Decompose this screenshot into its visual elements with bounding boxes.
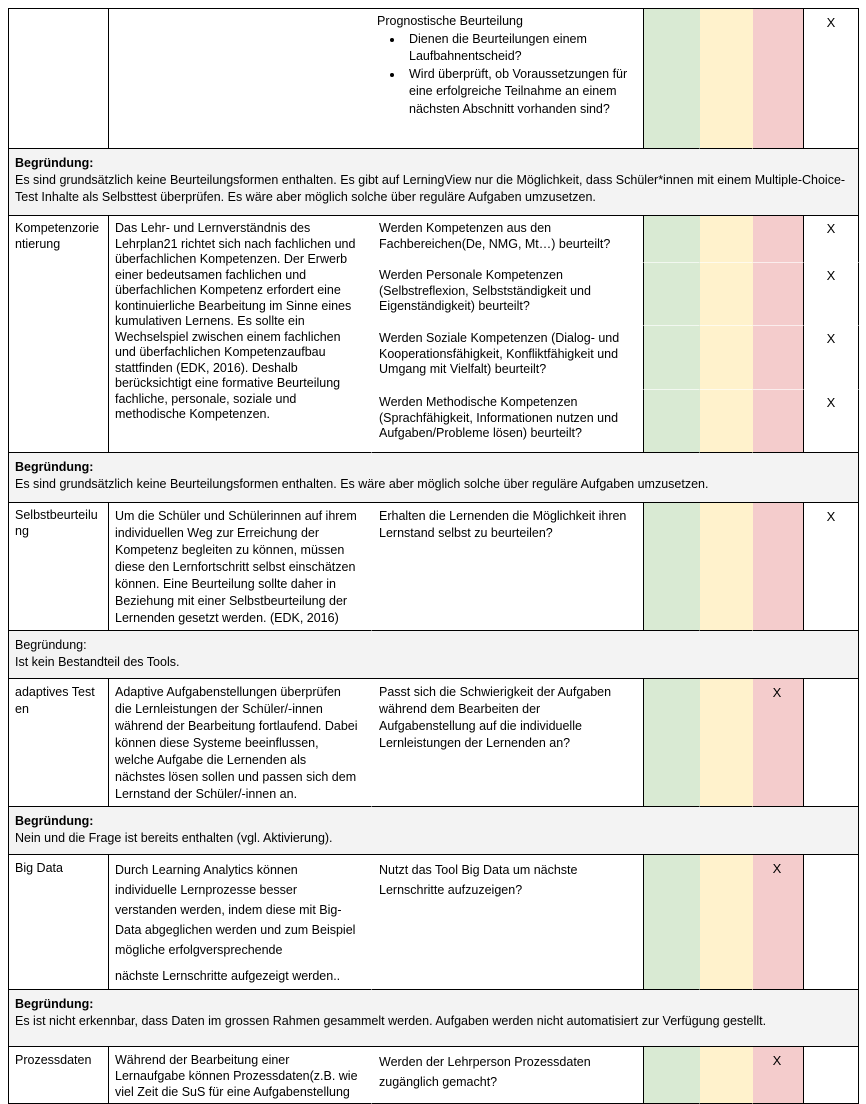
table-row [9,9,859,149]
table-row [9,216,859,263]
rating-yellow-cell [700,216,753,263]
rating-yellow-cell [700,326,753,390]
description-cell: Während der Bearbeitung einer Lernaufgabe können Prozessdaten(z.B. wie viel Zeit die SuS für eine Aufgabenstellung [109,1047,372,1104]
begruendung-row [9,453,859,503]
rating-red-cell [753,1047,804,1104]
category-cell: Big Data [9,855,109,990]
category-cell: Selbstbeurteilung [9,503,109,631]
mark-cell-empty [804,1047,859,1104]
begruendung-cell [9,453,859,503]
rating-green-cell [644,1047,700,1104]
x-mark: X [772,685,782,700]
mark-cell [804,263,859,326]
rating-red-cell [753,216,804,263]
begruendung-label: Begründung: [15,814,94,828]
category-cell: adaptives Testen [9,679,109,807]
begruendung-cell [9,990,859,1047]
mark-cell [804,9,859,149]
question-cell: Erhalten die Lernenden die Möglichkeit ihren Lernstand selbst zu beurteilen? [372,503,644,631]
description-cell: Um die Schüler und Schülerinnen auf ihrem individuellen Weg zur Erreichung der Kompetenz begleiten zu können, müssen diese den Lernfortschritt selbst einschätzen können. Eine Beurteilung sollte daher in Beziehung mit einer Selbstbeurteilung der Lernenden gesetzt werden. (EDK, 2016) [109,503,372,631]
begruendung-label: Begründung: [15,460,94,474]
table-row [9,679,859,807]
mark-cell-empty [804,679,859,807]
question-cell: Werden Soziale Kompetenzen (Dialog- und Kooperationsfähigkeit, Konfliktfähigkeit und Umgang mit Vielfalt) beurteilt? [372,326,644,390]
rating-red-cell [753,503,804,631]
begruendung-label: Begründung: [15,997,94,1011]
rating-yellow-cell [700,1047,753,1104]
evaluation-table [8,8,859,1104]
rating-yellow-cell [700,679,753,807]
category-cell: Prozessdaten [9,1047,109,1104]
rating-yellow-cell [700,855,753,990]
rating-red-cell [753,9,804,149]
mark-cell [804,216,859,263]
rating-green-cell [644,503,700,631]
rating-green-cell [644,326,700,390]
x-mark: X [826,395,836,410]
x-mark: X [826,268,836,283]
table-row [9,855,859,990]
description-cell: Adaptive Aufgabenstellungen überprüfen die Lernleistungen der Schüler/-innen während der Bearbeitung fortlaufend. Dabei können diese Systeme beeinflussen, welche Aufgabe die Lernenden als nächstes lösen sollen und passen sich dem Lernstand der Schüler/-innen an. [109,679,372,807]
begruendung-cell [9,149,859,216]
bullet-item: • Wird überprüft, ob Voraussetzungen für eine erfolgreiche Teilnahme an einem nächsten Abschnitt vorhanden sind? [404,66,629,119]
rating-yellow-cell [700,263,753,326]
x-mark: X [826,221,836,236]
rating-green-cell [644,390,700,453]
description-cell: Das Lehr- und Lernverständnis des Lehrplan21 richtet sich nach fachlichen und überfachlichen Kompetenzen. Der Erwerb einer bedeutsamen fachlichen und überfachlichen Kompetenz erfordert eine kontinuierliche Bearbeitung im Sinne eines kumulativen Lernens. Es sollte ein Wechselspiel zwischen einem fachlichen und überfachlichen Kompetenzaufbau stattfinden (EDK, 2016). Deshalb berücksichtigt eine formative Beurteilung fachliche, personale, soziale und methodische Kompetenzen. [109,216,372,453]
rating-red-cell [753,855,804,990]
rating-green-cell [644,679,700,807]
rating-green-cell [644,263,700,326]
x-mark: X [772,861,782,876]
rating-yellow-cell [700,390,753,453]
rating-green-cell [644,9,700,149]
begruendung-text: Nein und die Frage ist bereits enthalten (vgl. Aktivierung). [15,831,333,845]
x-mark: X [826,509,836,524]
question-cell: Werden Kompetenzen aus den Fachbereichen(De, NMG, Mt…) beurteilt? [372,216,644,263]
question-bullet-list [377,31,629,119]
begruendung-row [9,631,859,679]
rating-red-cell [753,679,804,807]
rating-yellow-cell [700,9,753,149]
rating-red-cell [753,326,804,390]
x-mark: X [772,1053,782,1068]
rating-green-cell [644,216,700,263]
begruendung-label: Begründung: [15,638,87,652]
description-cell [109,855,372,990]
question-title: Prognostische Beurteilung [377,14,523,28]
mark-cell [804,326,859,390]
table-row [9,1047,859,1104]
begruendung-text: Es sind grundsätzlich keine Beurteilungsformen enthalten. Es wäre aber möglich solche über reguläre Aufgaben umzusetzen. [15,477,709,491]
begruendung-row [9,990,859,1047]
begruendung-row [9,149,859,216]
rating-red-cell [753,390,804,453]
question-cell: Werden der Lehrperson Prozessdaten zugänglich gemacht? [372,1047,644,1104]
description-paragraph: nächste Lernschritte aufgezeigt werden.. [115,969,341,983]
begruendung-row [9,807,859,855]
rating-green-cell [644,855,700,990]
begruendung-text: Es ist nicht erkennbar, dass Daten im grossen Rahmen gesammelt werden. Aufgaben werden nicht automatisiert zur Verfügung gestellt. [15,1014,767,1028]
table-row [9,503,859,631]
description-paragraph: Durch Learning Analytics können individuelle Lernprozesse besser verstanden werden, indem diese mit Big-Data abgeglichen werden und zum Beispiel mögliche erfolgversprechende [115,863,356,957]
begruendung-text: Es sind grundsätzlich keine Beurteilungsformen enthalten. Es gibt auf LerningView nur die Möglichkeit, dass Schüler*innen mit einem Multiple-Choice-Test Inhalte als Selbsttest überprüfen. Es wäre aber möglich solche über reguläre Aufgaben umzusetzen. [15,173,846,204]
begruendung-text: Ist kein Bestandteil des Tools. [15,655,180,669]
question-cell: Nutzt das Tool Big Data um nächste Lernschritte aufzuzeigen? [372,855,644,990]
category-cell: Kompetenzorientierung [9,216,109,453]
rating-yellow-cell [700,503,753,631]
begruendung-cell [9,807,859,855]
question-cell: Werden Methodische Kompetenzen (Sprachfähigkeit, Informationen nutzen und Aufgaben/Probleme lösen) beurteilt? [372,390,644,453]
question-cell: Passt sich die Schwierigkeit der Aufgaben während dem Bearbeiten der Aufgabenstellung auf die individuelle Lernleistungen der Lernenden an? [372,679,644,807]
begruendung-label: Begründung: [15,156,94,170]
category-cell-empty [9,9,109,149]
x-mark: X [826,15,836,30]
bullet-item: • Dienen die Beurteilungen einem Laufbahnentscheid? [404,31,629,66]
mark-cell [804,503,859,631]
rating-red-cell [753,263,804,326]
begruendung-cell [9,631,859,679]
mark-cell [804,390,859,453]
x-mark: X [826,331,836,346]
mark-cell-empty [804,855,859,990]
question-cell: Werden Personale Kompetenzen (Selbstreflexion, Selbstständigkeit und Eigenständigkeit) beurteilt? [372,263,644,326]
question-cell [109,9,644,149]
